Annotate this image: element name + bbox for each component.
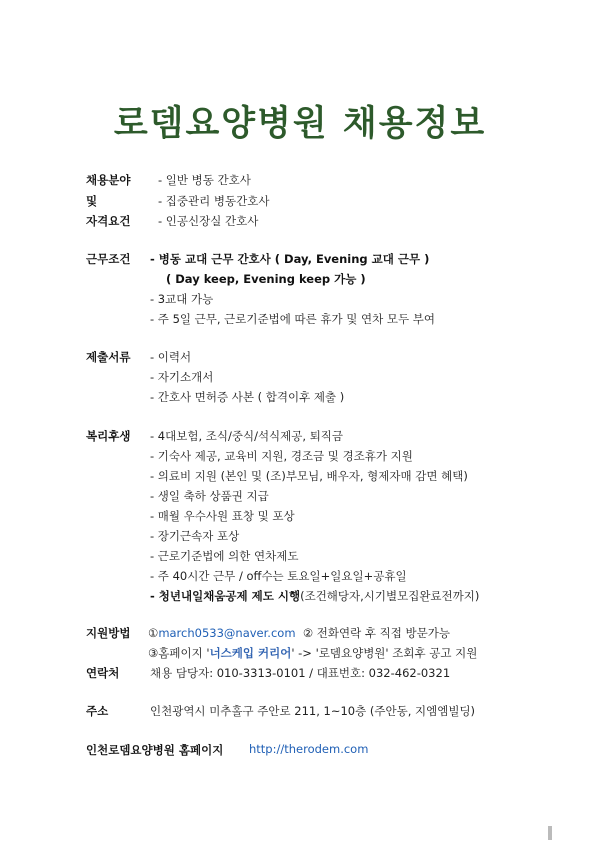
scan-mark [548,826,552,840]
recruit-item: - 일반 병동 간호사 [158,173,251,187]
apply-num-3: ③홈페이지 ' [148,646,210,660]
welfare-item: - 기숙사 제공, 교육비 지원, 경조금 및 경조휴가 지원 [150,449,413,463]
homepage-label: 인천로뎀요양병원 홈페이지 [86,743,224,757]
email-link[interactable]: march0533@naver.com [158,626,296,640]
contact-value: 채용 담당자: 010-3313-0101 / 대표번호: 032-462-0321 [150,666,451,680]
docs-item: - 간호사 면허증 사본 ( 합격이후 제출 ) [150,390,345,404]
recruit-label-3: 자격요건 [86,214,131,228]
page-title: 로뎀요양병원 채용정보 [113,104,487,144]
work-label: 근무조건 [86,252,131,266]
welfare-youth-note: (조건해당자,시기별모집완료전까지) [300,589,480,603]
address-value: 인천광역시 미추홀구 주안로 211, 1~10층 (주안동, 지엠엠빌딩) [150,704,476,718]
homepage-link[interactable]: http://therodem.com [249,742,369,756]
docs-label: 제출서류 [86,350,131,364]
recruit-label-2: 및 [86,194,98,208]
welfare-item: - 매월 우수사원 표창 및 포상 [150,509,295,523]
work-item-main: - 병동 교대 근무 간호사 ( Day, Evening 교대 근무 ) [150,252,430,266]
work-item-sub: ( Day keep, Evening keep 가능 ) [166,272,366,286]
recruit-label-1: 채용분야 [86,173,131,187]
contact-label: 연락처 [86,666,120,680]
apply-visit: ② 전화연락 후 직접 방문가능 [302,626,450,640]
apply-num-1: ① [148,626,159,640]
welfare-item: - 생일 축하 상품권 지급 [150,489,269,503]
work-item: - 주 5일 근무, 근로기준법에 따른 휴가 및 연차 모두 부여 [150,312,435,326]
welfare-item: - 의료비 지원 (본인 및 (조)부모님, 배우자, 형제자매 감면 혜택) [150,469,468,483]
docs-item: - 자기소개서 [150,370,214,384]
recruit-item: - 집중관리 병동간호사 [158,194,270,208]
apply-line-2 [148,645,477,661]
welfare-item: - 주 40시간 근무 / off수는 토요일+일요일+공휴일 [150,569,407,583]
welfare-item-youth [150,588,479,604]
welfare-item: - 장기근속자 포상 [150,529,240,543]
address-label: 주소 [86,704,109,718]
docs-item: - 이력서 [150,350,192,364]
welfare-item: - 근로기준법에 의한 연차제도 [150,549,299,563]
welfare-youth-bold: - 청년내일채움공제 제도 시행 [150,589,301,603]
welfare-item: - 4대보험, 조식/중식/석식제공, 퇴직금 [150,429,344,443]
work-item: - 3교대 가능 [150,292,214,306]
apply-search: ' -> '로뎀요양병원' 조회후 공고 지원 [291,646,478,660]
recruit-item: - 인공신장실 간호사 [158,214,259,228]
apply-line-1 [148,625,450,641]
apply-label: 지원방법 [86,626,131,640]
welfare-label: 복리후생 [86,429,131,443]
nurscape-link[interactable]: 너스케입 커리어 [209,646,292,660]
